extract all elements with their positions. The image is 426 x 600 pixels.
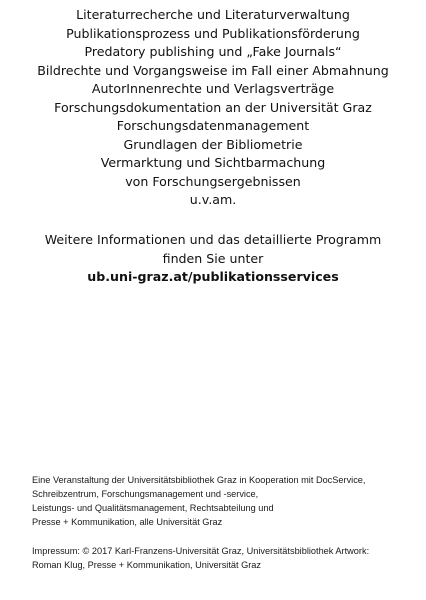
program-url-link[interactable]: ub.uni-graz.at/publikationsservices [87,269,339,284]
organizer-note-line: Presse + Kommunikation, alle Universität Graz [32,517,223,527]
topic-item: Predatory publishing und „Fake Journals“ [84,44,342,59]
topic-item: Bildrechte und Vorgangsweise im Fall einer Abmahnung [37,62,389,78]
organizer-note-line: Eine Veranstaltung der Universitätsbibliothek Graz in Kooperation mit DocService, [32,475,366,485]
topic-item: Forschungsdokumentation an der Universität Graz [54,99,372,115]
topic-item-etc: u.v.am. [189,192,237,207]
topic-item: Grundlagen der Bibliometrie [123,136,303,152]
more-info-section [0,231,426,287]
topics-list [0,6,426,210]
organizer-note-line: Schreibzentrum, Forschungsmanagement und -service, [32,489,259,499]
organizer-note-line: Leistungs- und Qualitätsmanagement, Rechtsabteilung und [32,503,274,513]
topic-item: Literaturrecherche und Literaturverwaltung [76,7,350,22]
organizer-note [32,473,412,529]
topic-item: Forschungsdatenmanagement [116,118,310,133]
topic-item: AutorInnenrechte und Verlagsverträge [91,81,335,96]
imprint-line: Roman Klug, Presse + Kommunikation, Universität Graz [32,560,262,570]
more-info-text: Weitere Informationen und das detaillierte Programm [44,232,382,247]
topic-item: von Forschungsergebnissen [125,173,301,189]
more-info-text: finden Sie unter [162,250,264,266]
topic-item: Vermarktung und Sichtbarmachung [100,155,326,170]
imprint-line: Impressum: © 2017 Karl-Franzens-Universität Graz, Universitätsbibliothek Artwork: [32,546,370,556]
imprint [32,544,412,572]
topic-item: Publikationsprozess und Publikationsförderung [66,25,360,41]
